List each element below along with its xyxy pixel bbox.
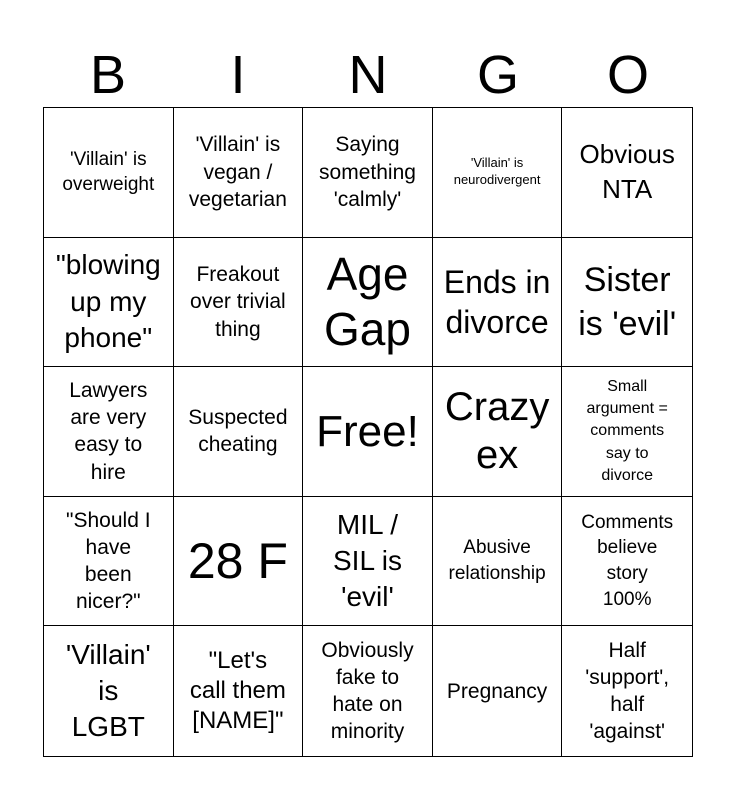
cell-text: Half 'support', half 'against' [585, 638, 670, 744]
bingo-cell[interactable] [44, 626, 174, 756]
bingo-cell[interactable] [433, 626, 563, 756]
cell-text: Crazy ex [444, 385, 550, 478]
bingo-cell[interactable] [562, 367, 692, 497]
cell-text: "Let's call them [NAME]" [189, 647, 286, 735]
bingo-cell[interactable] [433, 497, 563, 627]
cell-text: Sister is 'evil' [578, 260, 677, 343]
cell-text: 'Villain' is LGBT [65, 638, 151, 743]
bingo-cell[interactable] [174, 367, 304, 497]
cell-text: Abusive relationship [448, 537, 546, 585]
bingo-cell[interactable] [562, 497, 692, 627]
header-letter-g: G [476, 45, 519, 105]
cell-text: Lawyers are very easy to hire [69, 378, 148, 484]
cell-text: MIL / SIL is 'evil' [332, 508, 402, 613]
cell-text: "blowing up my phone" [55, 249, 161, 354]
bingo-cell[interactable] [303, 626, 433, 756]
cell-text: Obviously fake to hate on minority [321, 638, 414, 744]
cell-text: Freakout over trivial thing [190, 262, 286, 341]
bingo-board [43, 107, 693, 757]
cell-text: Suspected cheating [188, 406, 288, 457]
header-letter-n: N [348, 45, 388, 105]
header-letter-o: O [606, 45, 649, 105]
cell-text: 'Villain' is overweight [62, 148, 155, 196]
bingo-cell[interactable] [44, 497, 174, 627]
bingo-cell[interactable] [303, 238, 433, 368]
bingo-cell[interactable] [303, 497, 433, 627]
bingo-cell[interactable] [174, 238, 304, 368]
bingo-cell[interactable] [433, 108, 563, 238]
cell-text: Age Gap [324, 247, 411, 355]
bingo-cell[interactable] [303, 108, 433, 238]
cell-text: Pregnancy [446, 679, 548, 703]
bingo-cell[interactable] [562, 238, 692, 368]
cell-text: 'Villain' is neurodivergent [453, 155, 541, 188]
free-space-text: Free! [316, 406, 419, 456]
cell-text: Small argument = comments say to divorce [586, 377, 668, 485]
bingo-cell[interactable] [174, 108, 304, 238]
cell-text: Saying something 'calmly' [319, 133, 416, 211]
bingo-cell[interactable] [44, 367, 174, 497]
cell-text: Obvious NTA [579, 139, 675, 205]
bingo-cell free-space[interactable] [303, 367, 433, 497]
cell-text: 28 F [187, 533, 288, 590]
cell-text: Ends in divorce [443, 263, 551, 340]
header-letter-i: I [230, 45, 246, 105]
bingo-cell[interactable] [174, 626, 304, 756]
bingo-cell[interactable] [174, 497, 304, 627]
cell-text: Comments believe story 100% [581, 511, 674, 610]
bingo-cell[interactable] [433, 367, 563, 497]
cell-text: 'Villain' is vegan / vegetarian [188, 133, 287, 211]
bingo-cell[interactable] [562, 626, 692, 756]
header-letter-b: B [89, 45, 127, 105]
bingo-cell[interactable] [44, 238, 174, 368]
bingo-cell[interactable] [433, 238, 563, 368]
bingo-cell[interactable] [44, 108, 174, 238]
cell-text: "Should I have been nicer?" [66, 508, 151, 614]
bingo-cell[interactable] [562, 108, 692, 238]
bingo-header [43, 45, 693, 105]
